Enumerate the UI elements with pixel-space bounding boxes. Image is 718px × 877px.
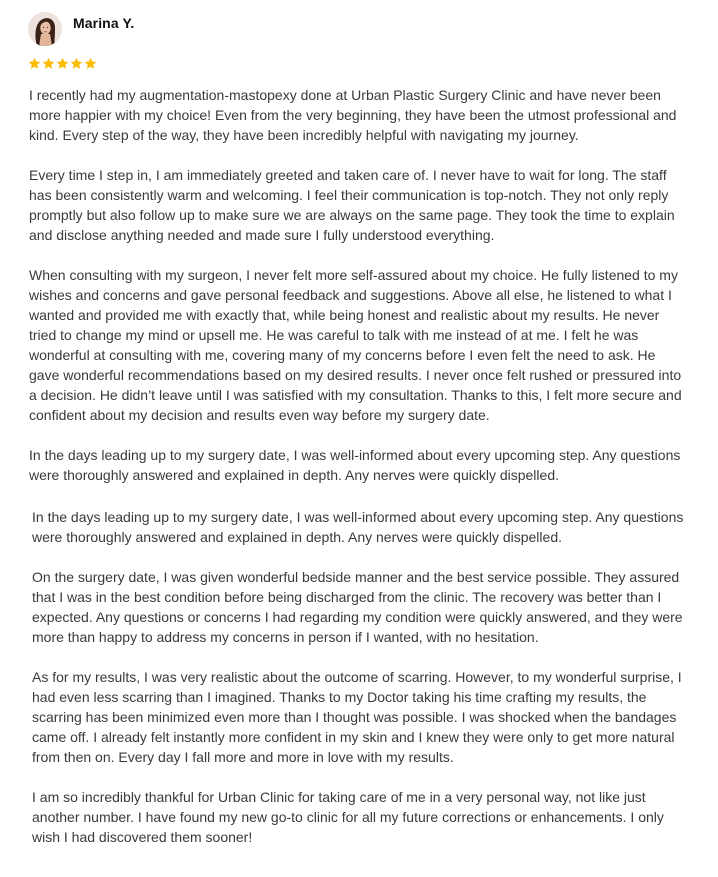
review-paragraph: I recently had my augmentation-mastopexy done at Urban Plastic Surgery Clinic and have never been more happier with my choice! Even from the very beginning, they have been the utmost professional and kind. Every step of the way, they have been incredibly helpful with navigating my journey. bbox=[29, 87, 677, 143]
star-icon bbox=[42, 57, 55, 70]
review-paragraph: In the days leading up to my surgery date, I was well-informed about every upcoming step. Any questions were thoroughly answered and explained in depth. Any nerves were quickly dispelled. bbox=[32, 509, 684, 545]
review-paragraph: In the days leading up to my surgery date, I was well-informed about every upcoming step. Any questions were thoroughly answered and explained in depth. Any nerves were quickly dispelled. bbox=[29, 447, 681, 483]
review-paragraph: On the surgery date, I was given wonderful bedside manner and the best service possible. They assured that I was in the best condition before being discharged from the clinic. The recovery was better than I expected. Any questions or concerns I had regarding my condition were quickly answered, and they were more than happy to address my concerns in person if I wanted, with no hesitation. bbox=[32, 569, 683, 645]
star-icon bbox=[84, 57, 97, 70]
review-text bbox=[0, 85, 718, 867]
reviewer-photo-icon bbox=[28, 12, 62, 46]
review-paragraph: I am so incredibly thankful for Urban Clinic for taking care of me in a very personal way, not like just another number. I have found my new go-to clinic for all my future corrections or enhancements. I only wish I had discovered them sooner! bbox=[32, 789, 664, 845]
review-paragraph: Every time I step in, I am immediately greeted and taken care of. I never have to wait for long. The staff has been consistently warm and welcoming. I feel their communication is top-notch. They not only reply promptly but also follow up to make sure we are always on the same page. They took the time to explain and disclose anything needed and made sure I fully understood everything. bbox=[29, 167, 675, 243]
star-icon bbox=[70, 57, 83, 70]
star-icon bbox=[28, 57, 41, 70]
reviewer-name: Marina Y. bbox=[73, 15, 135, 31]
star-icon bbox=[56, 57, 69, 70]
avatar[interactable] bbox=[28, 12, 62, 46]
review-paragraph: When consulting with my surgeon, I never felt more self-assured about my choice. He fully listened to my wishes and concerns and gave personal feedback and suggestions. Above all else, he listened to what I wanted and provided me with exactly that, while being honest and realistic about my results. He never tried to change my mind or upsell me. He was careful to talk with me instead of at me. I felt he was wonderful at consulting with me, covering many of my concerns before I even felt the need to ask. He gave wonderful recommendations based on my desired results. I never once felt rushed or pressured into a decision. He didn’t leave until I was satisfied with my consultation. Thanks to this, I felt more secure and confident about my decision and results even way before my surgery date. bbox=[29, 267, 682, 423]
review-paragraph: As for my results, I was very realistic about the outcome of scarring. However, to my wonderful surprise, I had even less scarring than I imagined. Thanks to my Doctor taking his time crafting my results, the scarring has been minimized even more than I thought was possible. I was shocked when the bandages came off. I already felt instantly more confident in my skin and I knew they were only to get more natural from then on. Every day I fall more and more in love with my results. bbox=[32, 669, 682, 765]
star-rating bbox=[28, 57, 97, 73]
